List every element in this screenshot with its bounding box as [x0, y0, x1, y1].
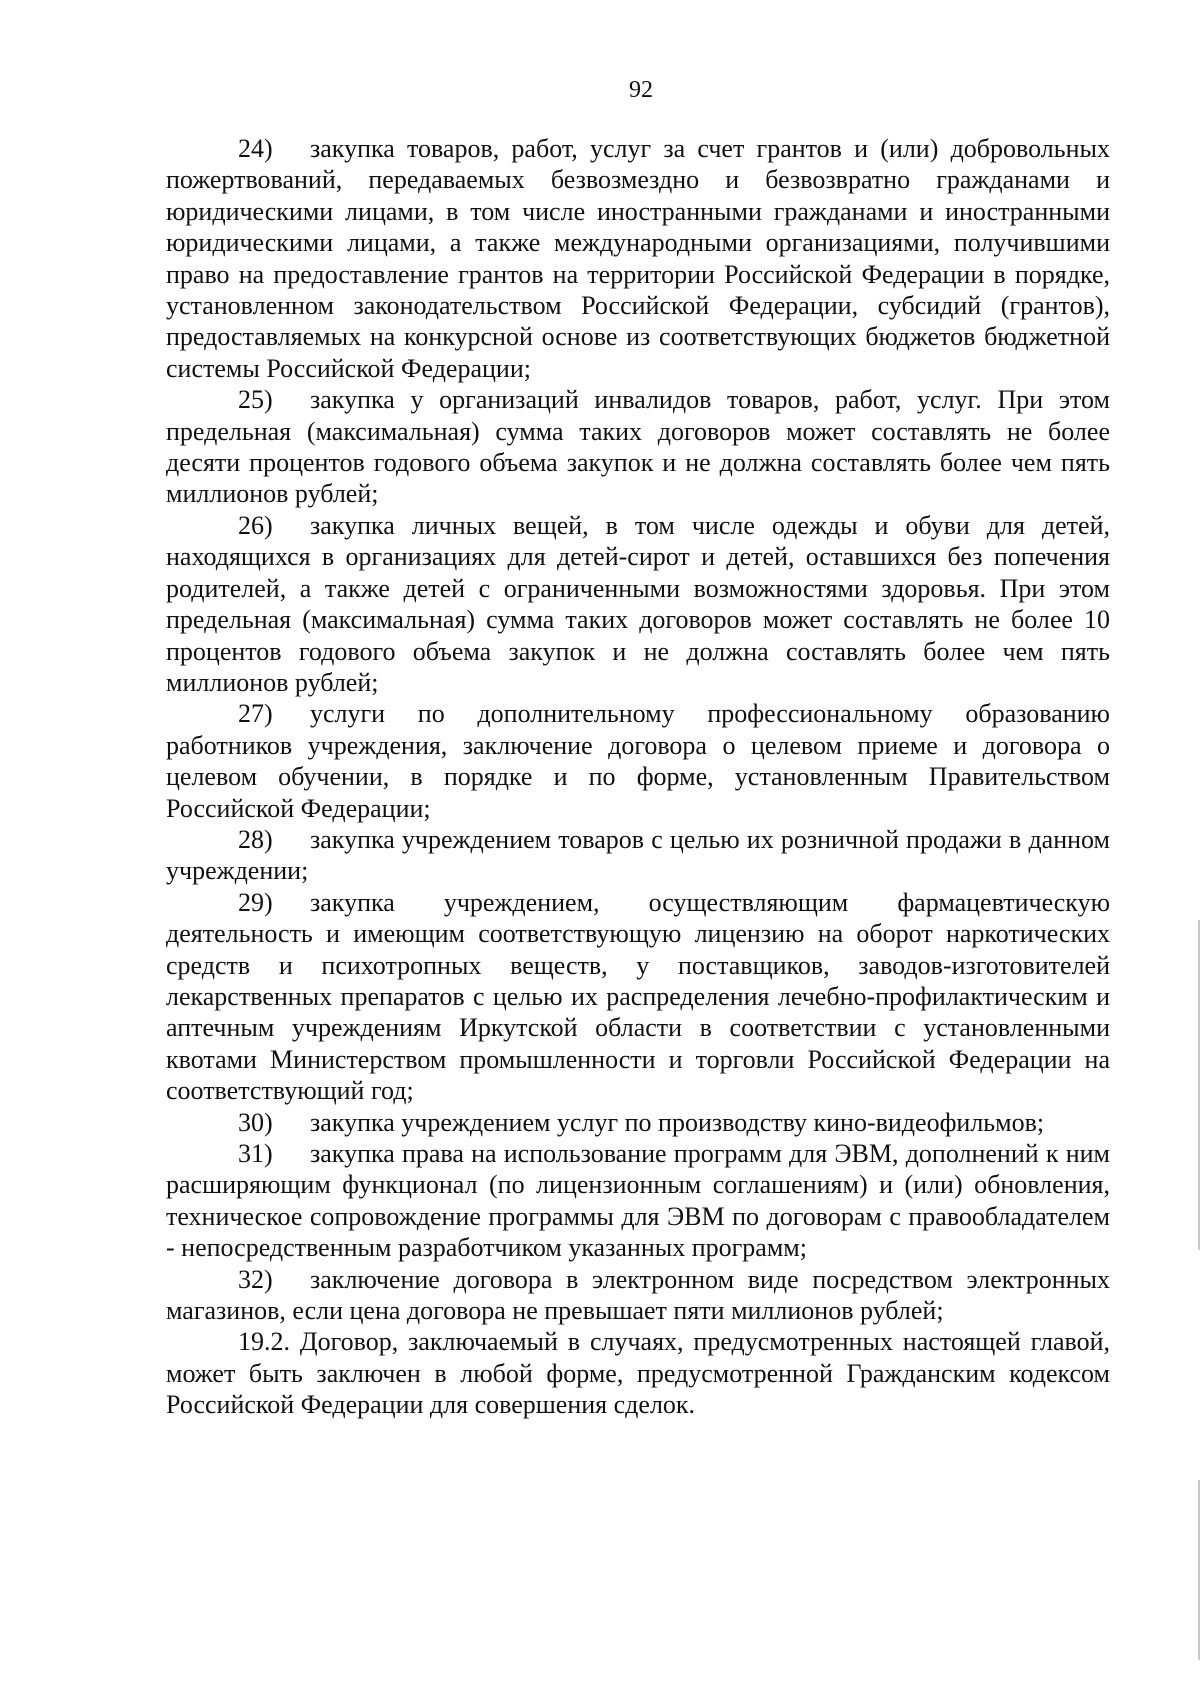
document-body — [166, 133, 1110, 1421]
item-number: 31) — [238, 1139, 273, 1168]
item-text: услуги по дополнительному профессиональному образованию работников учреждения, заключение договора о целевом приеме и договора о целевом обучении, в порядке и по форме, установленным Правительством Российской Федерации; — [166, 699, 1110, 823]
item-number: 24) — [238, 134, 273, 163]
item-text: закупка права на использование программ для ЭВМ, дополнений к ним расширяющим функционал (по лицензионным соглашениям) и (или) обновления, техническое сопровождение программы для ЭВМ по договорам с правообладателем - непосредственным разработчиком указанных программ; — [166, 1139, 1110, 1263]
item-text: закупка учреждением услуг по производству кино-видеофильмов; — [310, 1107, 1045, 1137]
list-item — [166, 698, 1110, 824]
list-item — [166, 824, 1110, 887]
item-number: 27) — [238, 699, 273, 729]
item-text: закупка у организаций инвалидов товаров, работ, услуг. При этом предельная (максимальная) сумма таких договоров может составлять не более десяти процентов годового объема закупок и не должна составлять более чем пять миллионов рублей; — [166, 385, 1110, 509]
item-number: 32) — [238, 1264, 273, 1294]
item-text: закупка учреждением товаров с целью их розничной продажи в данном учреждении; — [166, 824, 1110, 886]
item-number: 29) — [238, 887, 273, 917]
item-text: закупка учреждением, осуществляющим фармацевтическую деятельность и имеющим соответствующую лицензию на оборот наркотических средств и психотропных веществ, у поставщиков, заводов-изготовителей лекарственных препаратов с целью их распределения лечебно-профилактическим и аптечным учреждениям Иркутской области в соответствии с установленными квотами Министерством промышленности и торговли Российской Федерации на соответствующий год; — [166, 887, 1110, 1106]
list-item — [166, 1107, 1110, 1138]
item-number: 28) — [238, 824, 273, 854]
list-item — [166, 1138, 1110, 1264]
list-item — [166, 887, 1110, 1107]
item-number: 25) — [238, 385, 273, 415]
page-number: 92 — [629, 77, 653, 103]
list-item — [166, 133, 1110, 384]
closing-paragraph: 19.2. Договор, заключаемый в случаях, предусмотренных настоящей главой, может быть заключен в любой форме, предусмотренной Гражданским кодексом Российской Федерации для совершения сделок. — [166, 1327, 1110, 1420]
list-item — [166, 384, 1110, 510]
item-number: 26) — [238, 510, 273, 540]
list-item — [166, 1264, 1110, 1327]
item-text: закупка личных вещей, в том числе одежды и обуви для детей, находящихся в организациях для детей-сирот и детей, оставшихся без попечения родителей, а также детей с ограниченными возможностями здоровья. При этом предельная (максимальная) сумма таких договоров может составлять не более 10 процентов годового объема закупок и не должна составлять более чем пять миллионов рублей; — [166, 510, 1110, 697]
item-number: 30) — [238, 1107, 273, 1137]
list-item — [166, 510, 1110, 698]
item-text: закупка товаров, работ, услуг за счет грантов и (или) добровольных пожертвований, передаваемых безвозмездно и безвозвратно гражданами и юридическими лицами, в том числе иностранными гражданами и иностранными юридическими лицами, а также международными организациями, получившими право на предоставление грантов на территории Российской Федерации в порядке, установленном законодательством Российской Федерации, субсидий (грантов), предоставляемых на конкурсной основе из соответствующих бюджетов бюджетной системы Российской Федерации; — [166, 134, 1110, 383]
item-text: заключение договора в электронном виде посредством электронных магазинов, если цена договора не превышает пяти миллионов рублей; — [166, 1264, 1110, 1326]
